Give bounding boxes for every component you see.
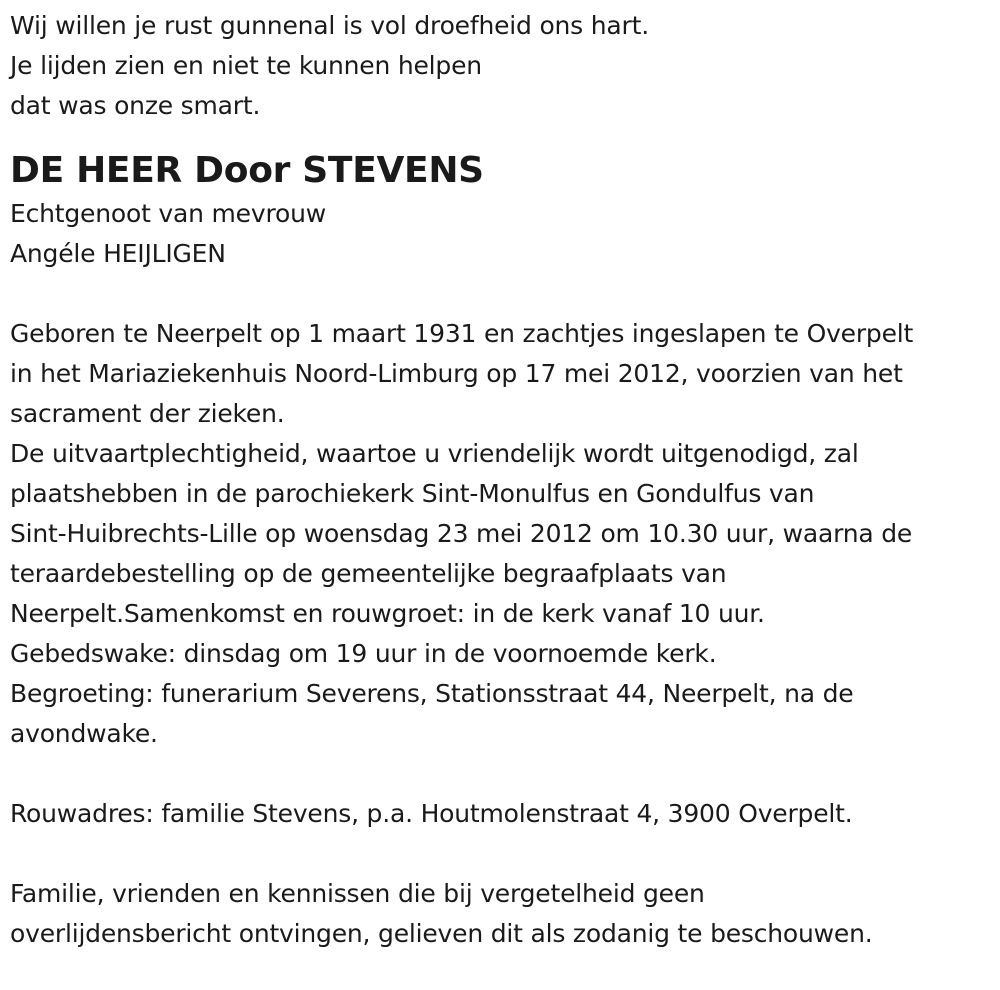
announcement-line: plaatshebben in de parochiekerk Sint-Monulfus en Gondulfus van: [10, 479, 815, 508]
announcement-line: Sint-Huibrechts-Lille op woensdag 23 mei 2012 om 10.30 uur, waarna de: [10, 519, 913, 548]
deceased-name: DE HEER Door STEVENS: [10, 150, 484, 191]
announcement-text: [10, 314, 995, 754]
poem: [10, 6, 995, 126]
announcement-line: avondwake.: [10, 719, 158, 748]
spacer: [10, 274, 995, 314]
closing-line: Familie, vrienden en kennissen die bij vergetelheid geen: [10, 879, 705, 908]
spouse-line: Echtgenoot van mevrouw: [10, 199, 326, 228]
mourning-address: Rouwadres: familie Stevens, p.a. Houtmolenstraat 4, 3900 Overpelt.: [10, 799, 853, 828]
spacer: [10, 126, 995, 148]
poem-line: dat was onze smart.: [10, 91, 261, 120]
announcement-line: sacrament der zieken.: [10, 399, 285, 428]
announcement-line: Neerpelt.Samenkomst en rouwgroet: in de kerk vanaf 10 uur.: [10, 599, 765, 628]
poem-line: Wij willen je rust gunnenal is vol droefheid ons hart.: [10, 11, 649, 40]
announcement-line: Geboren te Neerpelt op 1 maart 1931 en zachtjes ingeslapen te Overpelt: [10, 319, 914, 348]
spacer: [10, 754, 995, 794]
spouse-name: Angéle HEIJLIGEN: [10, 239, 226, 268]
poem-line: Je lijden zien en niet te kunnen helpen: [10, 51, 482, 80]
obituary-document: [10, 6, 995, 954]
announcement-line: teraardebestelling op de gemeentelijke begraafplaats van: [10, 559, 727, 588]
announcement-line: Gebedswake: dinsdag om 19 uur in de voornoemde kerk.: [10, 639, 717, 668]
spacer: [10, 834, 995, 874]
announcement-line: in het Mariaziekenhuis Noord-Limburg op 17 mei 2012, voorzien van het: [10, 359, 903, 388]
deceased-block: [10, 148, 995, 274]
announcement-line: Begroeting: funerarium Severens, Stationsstraat 44, Neerpelt, na de: [10, 679, 854, 708]
closing-line: overlijdensbericht ontvingen, gelieven dit als zodanig te beschouwen.: [10, 919, 873, 948]
announcement-line: De uitvaartplechtigheid, waartoe u vriendelijk wordt uitgenodigd, zal: [10, 439, 859, 468]
closing-note: [10, 874, 995, 954]
